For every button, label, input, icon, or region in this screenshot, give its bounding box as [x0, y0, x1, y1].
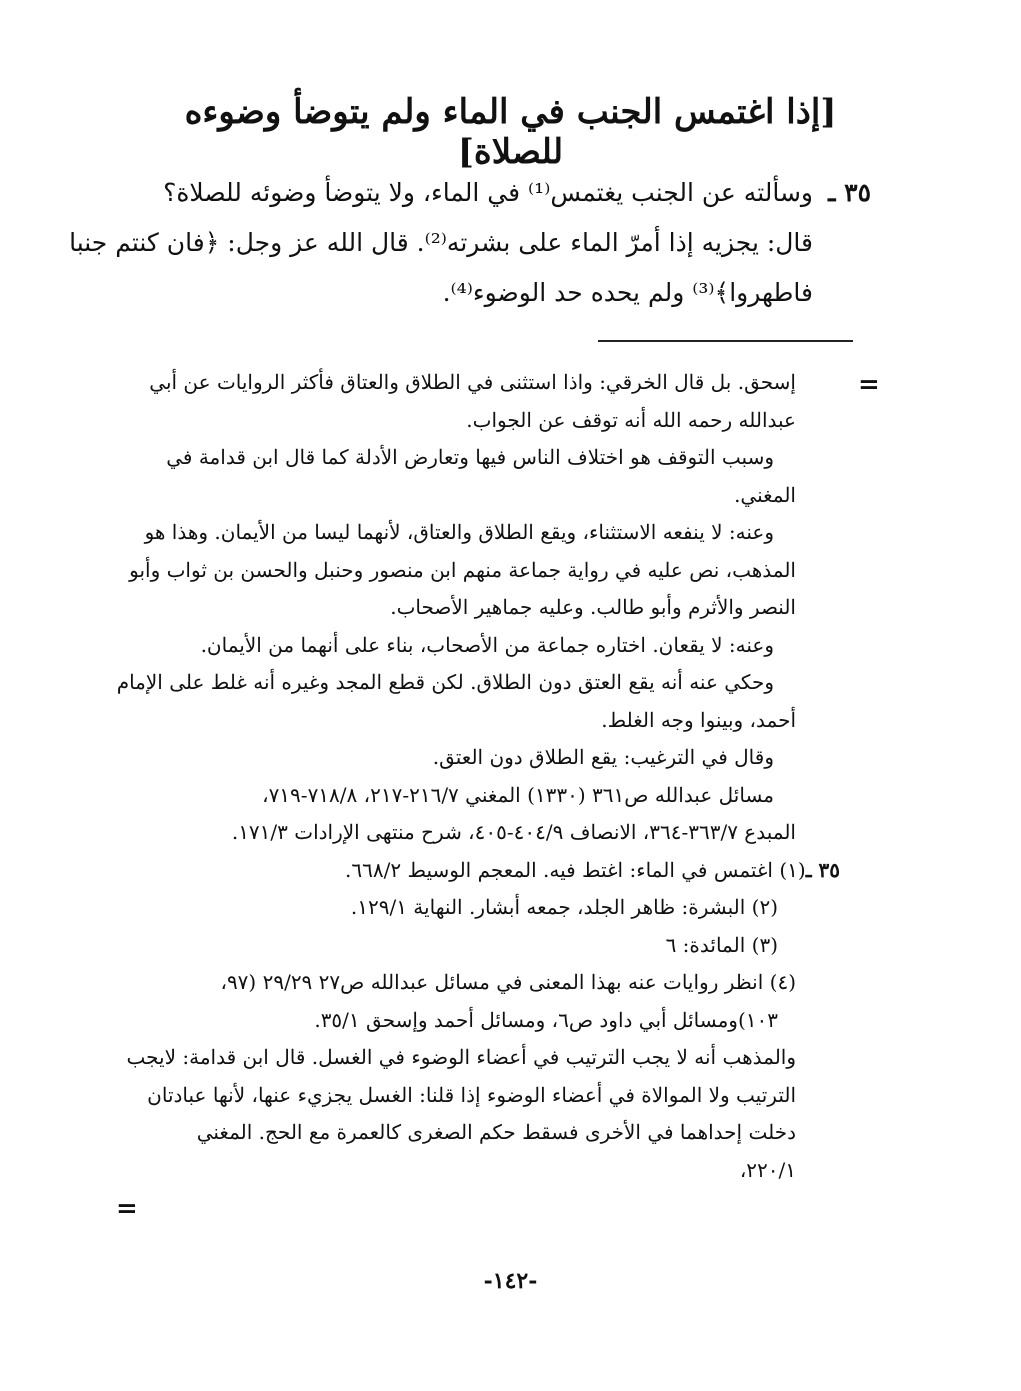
- footnote-4-line-4: الترتيب ولا الموالاة في أعضاء الوضوء إذا قلنا: الغسل يجزيء عنها، لأنها عبادتان: [147, 1082, 796, 1107]
- continuation-mark-top: =: [858, 370, 880, 400]
- note-line: المغني.: [734, 482, 796, 507]
- note-line: إسحق. بل قال الخرقي: واذا استثنى في الطلاق والعتاق فأكثر الروايات عن أبي: [149, 370, 796, 394]
- note-line: عبدالله رحمه الله أنه توقف عن الجواب.: [466, 407, 796, 432]
- footnote-group-number: ٣٥ ـ: [805, 857, 840, 882]
- note-line: المبدع ٣٦٣/٧-٣٦٤، الانصاف ٤٠٤/٩-٤٠٥، شرح منتهى الإرادات ١٧١/٣.: [231, 820, 796, 844]
- question-block: [69, 168, 871, 318]
- answer-line-1: قال: يجزيه إذا أمرّ الماء على بشرته⁽²⁾. قال الله عز وجل: ﴿فان كنتم جنبا: [69, 228, 813, 257]
- note-line: أحمد، وبينوا وجه الغلط.: [601, 707, 796, 732]
- page-number: -١٤٢-: [483, 1268, 538, 1294]
- note-line: وعنه: لا ينفعه الاستثناء، ويقع الطلاق والعتاق، لأنهما ليسا من الأيمان. وهذا هو: [144, 520, 774, 544]
- footnote-1-text: (١) اغتمس في الماء: اغتط فيه. المعجم الوسيط ٦٦٨/٢.: [345, 857, 806, 882]
- note-line: وعنه: لا يقعان. اختاره جماعة من الأصحاب، بناء على أنهما من الأيمان.: [200, 632, 774, 657]
- question-text: وسألته عن الجنب يغتمس⁽¹⁾ في الماء، ولا يتوضأ وضوئه للصلاة؟: [163, 178, 813, 207]
- note-line: المذهب، نص عليه في رواية جماعة منهم ابن منصور وحنبل والحسن بن ثواب وأبو: [129, 557, 796, 582]
- question-line-1: [151, 168, 871, 218]
- continuation-mark-bottom: =: [116, 1194, 138, 1224]
- footnote-4-line-3: والمذهب أنه لا يجب الترتيب في أعضاء الوضوء في الغسل. قال ابن قدامة: لايجب: [126, 1045, 796, 1069]
- answer-line-2: فاطهروا﴾⁽³⁾ ولم يحده حد الوضوء⁽⁴⁾.: [442, 278, 813, 307]
- footnote-1: [136, 852, 858, 890]
- footnotes-area: [116, 364, 840, 1189]
- footnote-4-line-5: دخلت إحداهما في الأخرى فسقط حكم الصغرى كالعمرة مع الحج. المغني: [196, 1120, 796, 1144]
- footnote-3: (٣) المائدة: ٦: [665, 932, 778, 957]
- footnote-2: (٢) البشرة: ظاهر الجلد، جمعه أبشار. النهاية ١٢٩/١.: [350, 895, 778, 919]
- footnote-4-line-6: ٢٢٠/١،: [739, 1157, 796, 1182]
- section-title: [إذا اغتمس الجنب في الماء ولم يتوضأ وضوءه للصلاة]: [184, 92, 837, 172]
- footnote-4-line-1: (٤) انظر روايات عنه بهذا المعنى في مسائل عبدالله ص٢٧ ٢٩/٢٩ (٩٧،: [220, 970, 796, 994]
- note-line: النصر والأثرم وأبو طالب. وعليه جماهير الأصحاب.: [390, 595, 796, 619]
- footnote-4-line-2: ١٠٣)ومسائل أبي داود ص٦، ومسائل أحمد وإسحق ٣٥/١.: [314, 1007, 778, 1032]
- footnote-divider: [598, 340, 853, 342]
- note-line: وسبب التوقف هو اختلاف الناس فيها وتعارض الأدلة كما قال ابن قدامة في: [166, 445, 774, 469]
- question-number: ٣٥ ـ: [828, 178, 871, 207]
- note-line: وحكي عنه أنه يقع العتق دون الطلاق. لكن قطع المجد وغيره أنه غلط على الإمام: [116, 670, 774, 694]
- note-line: مسائل عبدالله ص٣٦١ (١٣٣٠) المغني ٢١٦/٧-٢١٧، ٧١٨/٨-٧١٩،: [262, 782, 774, 807]
- note-line: وقال في الترغيب: يقع الطلاق دون العتق.: [432, 745, 774, 769]
